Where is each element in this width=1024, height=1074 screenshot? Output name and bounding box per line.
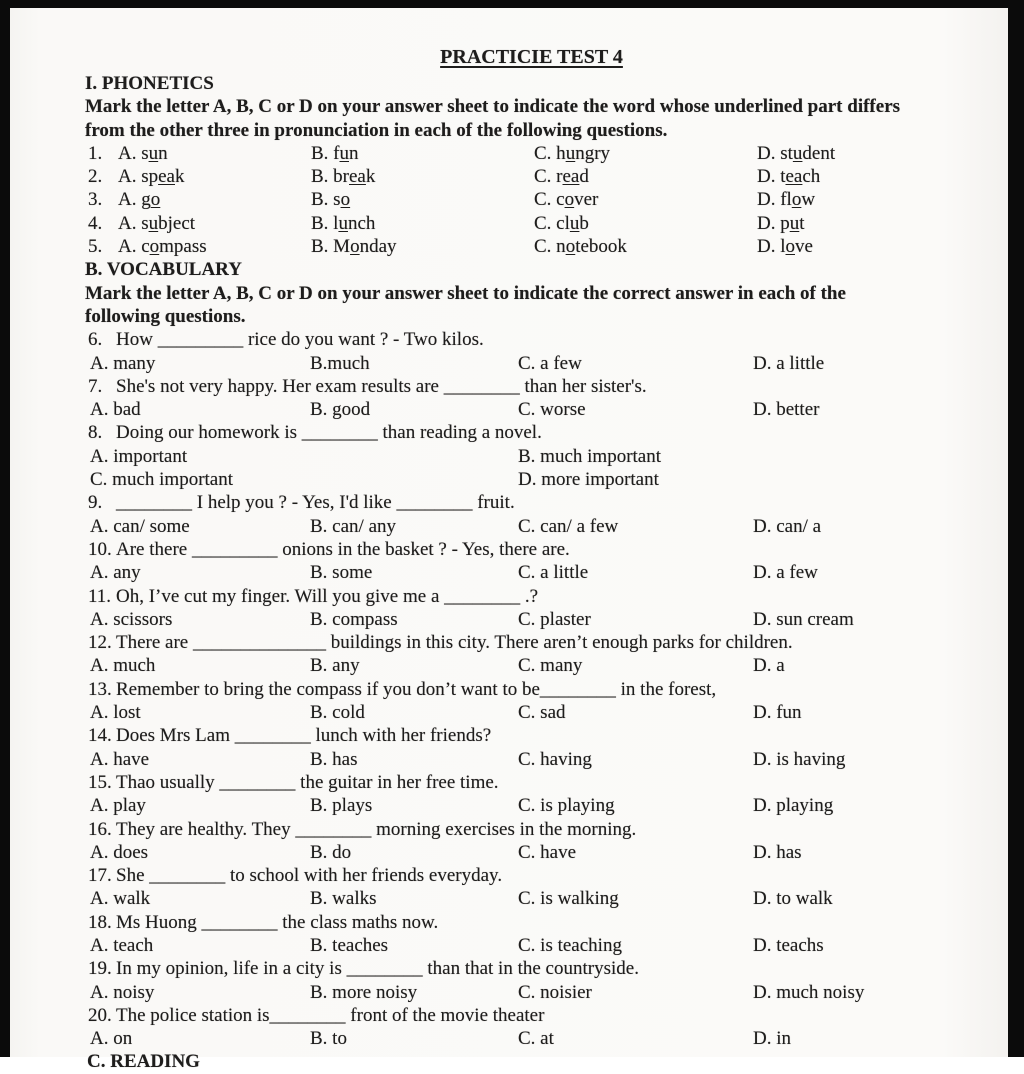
option-d: D. a little (753, 352, 825, 374)
option-b: B. lunch (311, 212, 376, 234)
phonetics-question-row (85, 235, 978, 258)
option-c: C. read (534, 166, 589, 188)
option-c: C. cover (534, 189, 599, 211)
question-number: 12. (88, 632, 112, 654)
option-c: C. having (518, 748, 592, 770)
option-a: A. any (90, 562, 141, 584)
option-b: B. good (310, 399, 371, 421)
option-d: D. has (753, 841, 802, 863)
option-b: B. much important (518, 445, 662, 467)
test-title: PRACTICIE TEST 4 (440, 46, 623, 68)
option-c: C. sad (518, 702, 566, 724)
option-a: A. on (90, 1028, 133, 1050)
option-a: A. have (90, 748, 150, 770)
question-text: She ________ to school with her friends everyday. (116, 865, 503, 887)
option-c: C. club (534, 212, 589, 234)
vocabulary-instructions-line1: Mark the letter A, B, C or D on your answer sheet to indicate the correct answer in each of the (85, 282, 846, 304)
option-a: A. go (118, 189, 161, 211)
option-a: A. scissors (90, 608, 173, 630)
option-a: A. noisy (90, 981, 155, 1003)
phonetics-question-row (85, 165, 978, 188)
option-b: B. compass (310, 608, 398, 630)
question-number: 9. (88, 492, 103, 514)
vocab-question-row (85, 421, 978, 444)
option-b: B. break (311, 166, 376, 188)
option-a: A. can/ some (90, 515, 190, 537)
phonetics-question-row (85, 188, 978, 211)
option-b: B. has (310, 748, 358, 770)
question-number: 13. (88, 678, 112, 700)
question-number: 19. (88, 958, 112, 980)
vocab-question-row (85, 771, 978, 794)
option-b: B. plays (310, 795, 373, 817)
vocab-options-row (85, 352, 978, 375)
question-number: 14. (88, 725, 112, 747)
option-d: D. sun cream (753, 608, 854, 630)
option-a: A. important (90, 445, 188, 467)
option-c: C. plaster (518, 608, 591, 630)
question-text: Remember to bring the compass if you don’t want to be________ in the forest, (116, 678, 717, 700)
vocabulary-heading: B. VOCABULARY (85, 259, 242, 281)
phonetics-question-list (85, 142, 978, 258)
option-b: B. Monday (311, 236, 397, 258)
option-b: B. teaches (310, 934, 389, 956)
option-b: B. more noisy (310, 981, 418, 1003)
option-a: A. lost (90, 702, 141, 724)
option-a: A. does (90, 841, 149, 863)
option-a: A. speak (118, 166, 185, 188)
vocab-question-row (85, 911, 978, 934)
option-c: C. is teaching (518, 934, 622, 956)
question-text: They are healthy. They ________ morning exercises in the morning. (116, 818, 637, 840)
option-a: A. subject (118, 212, 196, 234)
question-text: Are there _________ onions in the basket ? - Yes, there are. (116, 538, 570, 560)
vocab-options-row (85, 841, 978, 864)
question-number: 7. (88, 375, 103, 397)
right-frame-bar (1008, 0, 1024, 1057)
option-a: A. teach (90, 934, 154, 956)
phonetics-heading: I. PHONETICS (85, 73, 214, 94)
vocab-question-row (85, 1004, 978, 1027)
option-b: B. some (310, 562, 373, 584)
option-a: A. sun (118, 142, 168, 164)
option-d: D. a (753, 655, 785, 677)
question-text: She's not very happy. Her exam results are ________ than her sister's. (116, 375, 647, 397)
question-text: There are ______________ buildings in this city. There aren’t enough parks for children. (116, 632, 793, 654)
option-d: D. much noisy (753, 981, 865, 1003)
vocab-options-row (85, 794, 978, 817)
option-b: B. can/ any (310, 515, 397, 537)
question-number: 17. (88, 865, 112, 887)
vocab-question-row (85, 585, 978, 608)
question-number: 16. (88, 818, 112, 840)
vocab-question-row (85, 818, 978, 841)
question-number: 6. (88, 329, 103, 351)
vocab-options-row (85, 608, 978, 631)
option-d: D. more important (518, 469, 659, 491)
vocab-options-row (85, 887, 978, 910)
question-text: Oh, I’ve cut my finger. Will you give me a ________ .? (116, 585, 539, 607)
vocab-options-row (85, 934, 978, 957)
option-d: D. teachs (753, 934, 824, 956)
option-d: D. put (757, 212, 805, 234)
option-d: D. flow (757, 189, 816, 211)
vocab-options-row (85, 1027, 978, 1050)
option-c: C. worse (518, 399, 586, 421)
question-text: ________ I help you ? - Yes, I'd like ________ fruit. (116, 492, 515, 514)
question-text: Ms Huong ________ the class maths now. (116, 911, 439, 933)
phonetics-question-row (85, 142, 978, 165)
option-c: C. can/ a few (518, 515, 619, 537)
option-d: D. in (753, 1028, 791, 1050)
option-a: A. walk (90, 888, 151, 910)
vocab-question-row (85, 724, 978, 747)
option-b: B. fun (311, 142, 359, 164)
vocab-options-row (85, 445, 978, 468)
option-d: D. is having (753, 748, 846, 770)
option-b: B. to (310, 1028, 347, 1050)
option-b: B. so (311, 189, 351, 211)
vocab-question-row (85, 491, 978, 514)
phonetics-instructions-line1: Mark the letter A, B, C or D on your answer sheet to indicate the word whose underlined part differs (85, 96, 901, 118)
vocab-options-row (85, 468, 978, 491)
option-b: B. do (310, 841, 352, 863)
option-a: A. many (90, 352, 156, 374)
option-d: D. student (757, 142, 836, 164)
next-section-heading-partial: C. READING (87, 1051, 200, 1073)
question-number: 8. (88, 422, 103, 444)
option-b: B. walks (310, 888, 377, 910)
vocab-question-row (85, 328, 978, 351)
vocab-question-row (85, 957, 978, 980)
option-d: D. playing (753, 795, 834, 817)
question-text: The police station is________ front of the movie theater (116, 1004, 545, 1026)
option-c: C. noisier (518, 981, 592, 1003)
question-number: 2. (88, 166, 103, 188)
option-a: A. much (90, 655, 156, 677)
left-frame-bar (0, 0, 10, 1057)
option-c: C. is walking (518, 888, 619, 910)
question-text: How _________ rice do you want ? - Two kilos. (116, 329, 484, 351)
option-c: C. have (518, 841, 577, 863)
test-document (10, 8, 1008, 1073)
vocab-options-row (85, 981, 978, 1004)
question-number: 20. (88, 1004, 112, 1026)
option-c: C. a few (518, 352, 582, 374)
option-b: B.much (310, 352, 370, 374)
option-a: A. bad (90, 399, 141, 421)
option-c: C. at (518, 1028, 554, 1050)
option-d: D. to walk (753, 888, 833, 910)
question-number: 3. (88, 189, 103, 211)
option-d: D. better (753, 399, 820, 421)
option-c: C. is playing (518, 795, 615, 817)
option-a: A. play (90, 795, 146, 817)
vocab-options-row (85, 561, 978, 584)
vocab-options-row (85, 701, 978, 724)
option-b: B. any (310, 655, 360, 677)
question-number: 10. (88, 538, 112, 560)
option-c: C. a little (518, 562, 589, 584)
question-number: 5. (88, 236, 103, 258)
vocab-question-row (85, 631, 978, 654)
question-text: Does Mrs Lam ________ lunch with her friends? (116, 725, 492, 747)
vocab-options-row (85, 398, 978, 421)
vocab-options-row (85, 515, 978, 538)
question-text: Doing our homework is ________ than reading a novel. (116, 422, 542, 444)
question-number: 4. (88, 212, 103, 234)
option-d: D. love (757, 236, 813, 258)
question-number: 1. (88, 142, 103, 164)
option-c: C. many (518, 655, 583, 677)
option-d: D. a few (753, 562, 818, 584)
option-c: C. much important (90, 469, 234, 491)
option-a: A. compass (118, 236, 207, 258)
option-d: D. teach (757, 166, 821, 188)
question-text: In my opinion, life in a city is ________ than that in the countryside. (116, 958, 639, 980)
option-d: D. can/ a (753, 515, 822, 537)
option-b: B. cold (310, 702, 365, 724)
question-number: 11. (88, 585, 112, 607)
vocabulary-instructions-line2: following questions. (85, 305, 246, 327)
vocab-options-row (85, 748, 978, 771)
phonetics-question-row (85, 212, 978, 235)
option-c: C. hungry (534, 142, 611, 164)
vocab-question-row (85, 538, 978, 561)
vocab-question-row (85, 864, 978, 887)
top-frame-bar (0, 0, 1024, 8)
vocabulary-question-list (85, 328, 978, 1050)
vocab-question-row (85, 375, 978, 398)
option-d: D. fun (753, 702, 802, 724)
vocab-options-row (85, 654, 978, 677)
question-number: 18. (88, 911, 112, 933)
question-number: 15. (88, 771, 112, 793)
vocab-question-row (85, 678, 978, 701)
phonetics-instructions-line2: from the other three in pronunciation in each of the following questions. (85, 119, 668, 141)
question-text: Thao usually ________ the guitar in her free time. (116, 771, 499, 793)
option-c: C. notebook (534, 236, 627, 258)
